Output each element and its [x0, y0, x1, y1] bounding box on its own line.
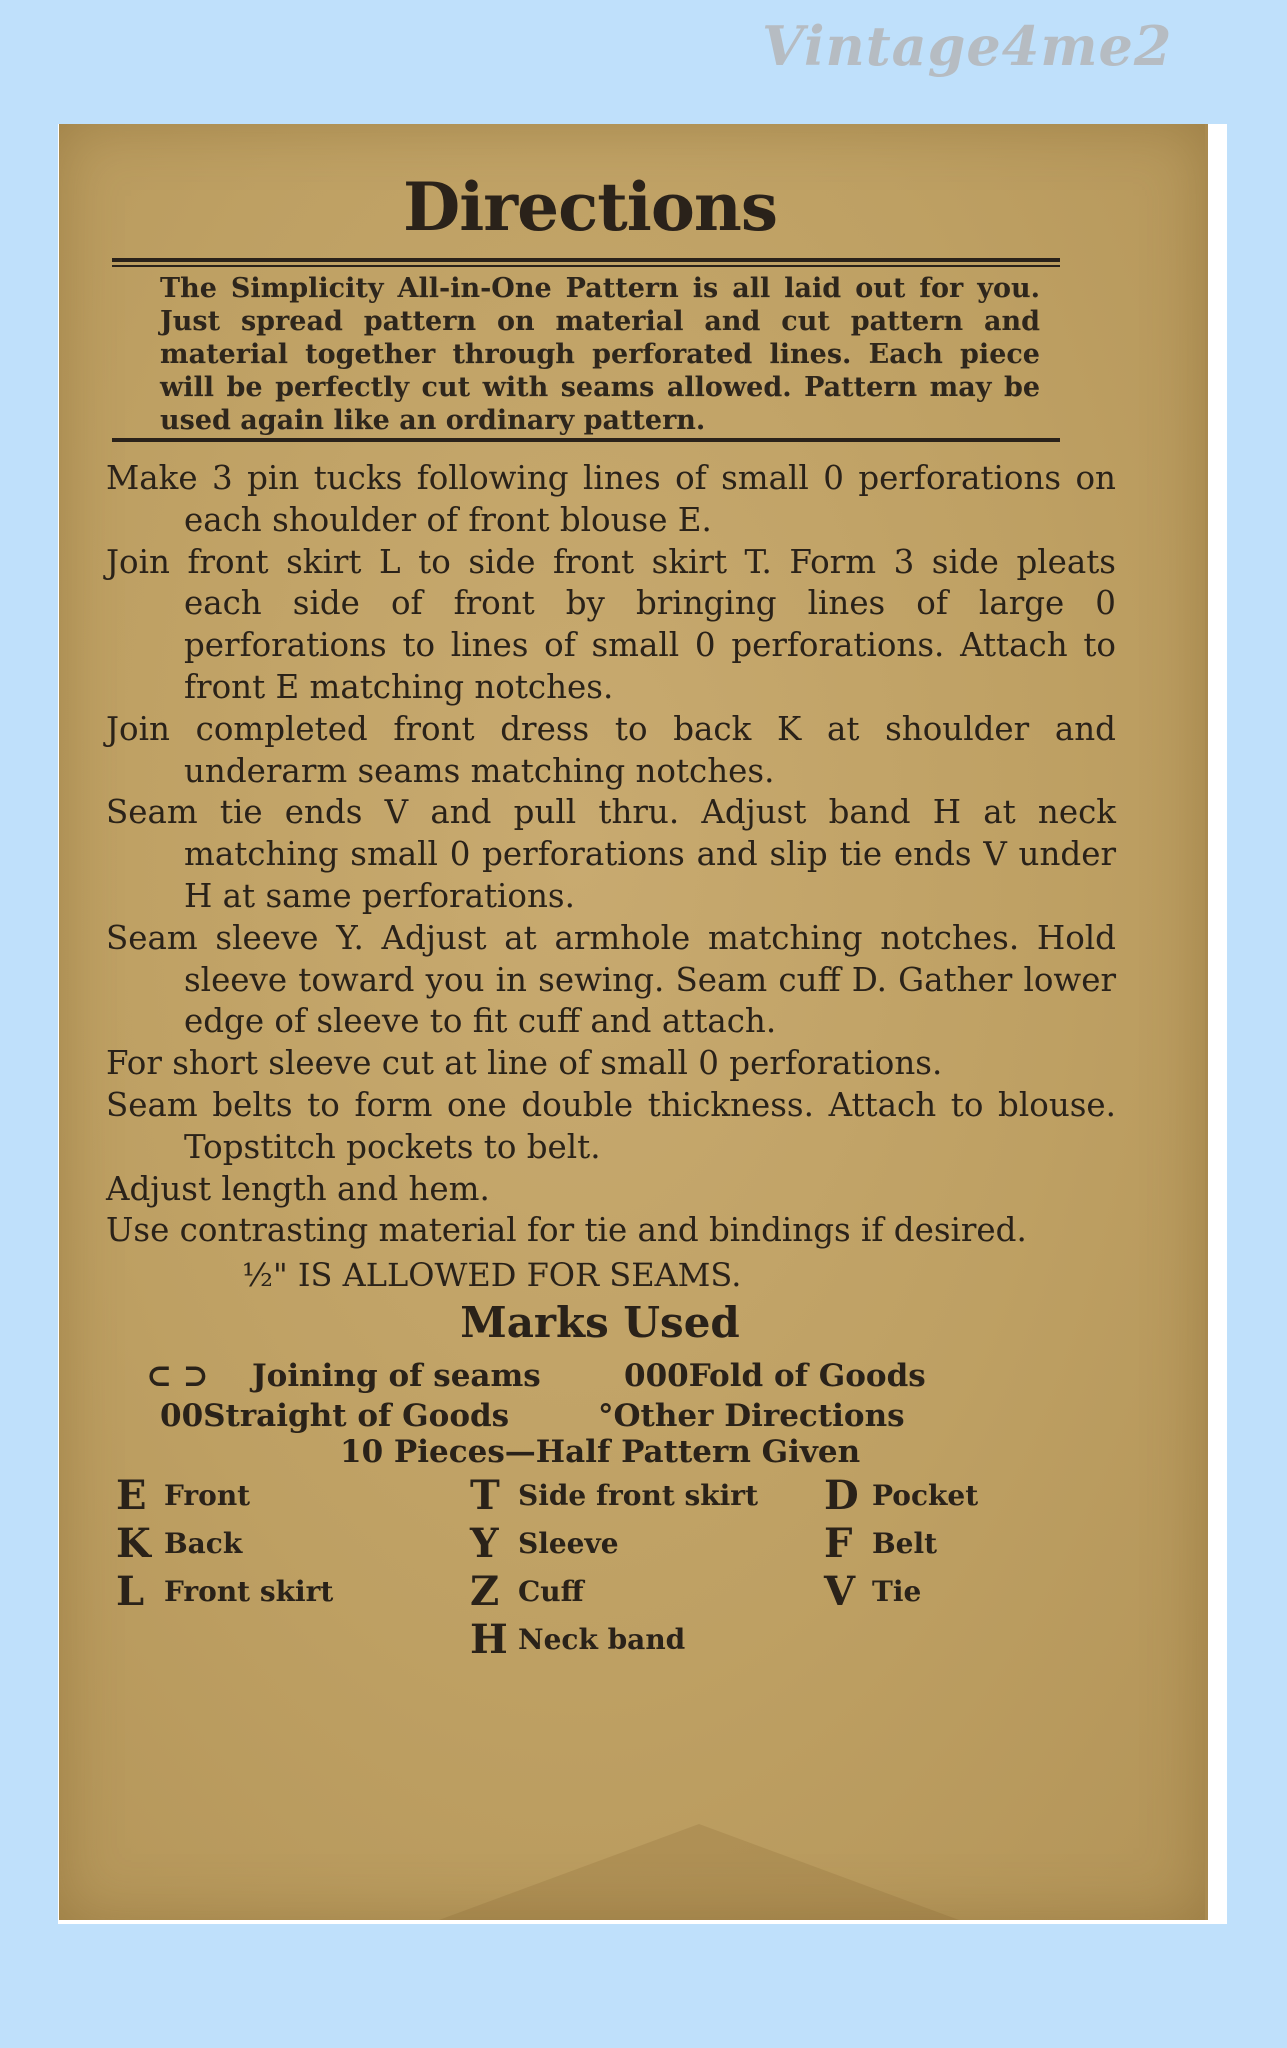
page-title: Directions — [403, 168, 777, 246]
intro-paragraph: The Simplicity All-in-One Pattern is all laid out for you. Just spread pattern on material and cut pattern and material together through perforated lines. Each piece will be perfectly cut with seams allowed. Pattern may be used again like an ordinary pattern. — [160, 273, 1040, 436]
piece-name: Sleeve — [518, 1527, 619, 1560]
piece-item — [824, 1472, 978, 1518]
joining-seams-symbol: ⊂ ⊃ — [146, 1358, 209, 1394]
piece-letter: Z — [470, 1568, 500, 1615]
intro-rule — [112, 438, 1060, 442]
piece-letter: T — [470, 1472, 500, 1519]
piece-item — [470, 1568, 584, 1614]
title-rule — [112, 258, 1060, 262]
piece-name: Front — [164, 1479, 251, 1512]
piece-letter: F — [824, 1520, 853, 1567]
piece-name: Pocket — [872, 1479, 979, 1512]
piece-name: Cuff — [518, 1575, 584, 1608]
piece-item — [116, 1568, 333, 1614]
other-directions-symbol: ° — [598, 1398, 614, 1434]
piece-item — [470, 1520, 619, 1566]
direction-step: Adjust length and hem. — [106, 1169, 490, 1208]
piece-name: Back — [164, 1527, 243, 1560]
straight-goods-label: Straight of Goods — [203, 1398, 510, 1434]
fold-goods-label: Fold of Goods — [688, 1358, 926, 1394]
direction-step: Join completed front dress to back K at shoulder and underarm seams matching notches. — [106, 709, 1116, 790]
marks-row-1 — [146, 1358, 541, 1398]
direction-step: Seam belts to form one double thickness. Attach to blouse. Topstitch pockets to belt. — [106, 1085, 1116, 1166]
piece-name: Side front skirt — [518, 1479, 758, 1512]
envelope-flap — [439, 1824, 959, 1920]
piece-name: Belt — [872, 1527, 938, 1560]
piece-letter: V — [824, 1568, 856, 1615]
piece-item — [824, 1568, 921, 1614]
direction-step: Make 3 pin tucks following lines of small 0 perforations on each shoulder of front blouse E. — [106, 459, 1116, 539]
piece-letter: K — [116, 1520, 151, 1567]
piece-item — [470, 1616, 685, 1662]
marks-row-2b — [598, 1398, 905, 1438]
joining-seams-label: Joining of seams — [252, 1358, 541, 1394]
piece-letter: L — [116, 1568, 145, 1615]
piece-letter: Y — [470, 1520, 499, 1567]
piece-item — [116, 1472, 250, 1518]
direction-step: Seam tie ends V and pull thru. Adjust band H at neck matching small 0 perforations and slip tie ends V under H at same perforations. — [106, 793, 1116, 915]
direction-step: For short sleeve cut at line of small 0 perforations. — [106, 1044, 943, 1083]
other-directions-label: Other Directions — [613, 1398, 905, 1434]
seam-allowance-note: ½" IS ALLOWED FOR SEAMS. — [242, 1256, 742, 1294]
directions-list — [106, 458, 1116, 1258]
piece-letter: H — [470, 1616, 508, 1663]
direction-step: Use contrasting material for tie and bindings if desired. — [106, 1211, 1027, 1250]
watermark-logo: Vintage4me2 — [762, 14, 1173, 78]
direction-step: Join front skirt L to side front skirt T. Form 3 side pleats each side of front by bringing lines of large 0 perforations to lines of small 0 perforations. Attach to front E matching notches. — [106, 542, 1116, 706]
piece-letter: D — [824, 1472, 859, 1519]
piece-letter: E — [116, 1472, 147, 1519]
fold-goods-symbol: 000 — [624, 1358, 689, 1394]
title-rule-thin — [112, 265, 1060, 267]
marks-heading: Marks Used — [460, 1298, 740, 1347]
piece-item — [824, 1520, 937, 1566]
straight-goods-symbol: 00 — [160, 1398, 204, 1434]
pieces-heading: 10 Pieces—Half Pattern Given — [340, 1434, 861, 1470]
piece-name: Neck band — [518, 1623, 686, 1656]
piece-item — [470, 1472, 758, 1518]
marks-row-2 — [160, 1398, 509, 1438]
piece-name: Tie — [872, 1575, 922, 1608]
piece-name: Front skirt — [164, 1575, 334, 1608]
piece-item — [116, 1520, 242, 1566]
direction-step: Seam sleeve Y. Adjust at armhole matching notches. Hold sleeve toward you in sewing. Seam cuff D. Gather lower edge of sleeve to fit cuff and attach. — [106, 918, 1116, 1041]
marks-row-1b — [624, 1358, 926, 1398]
